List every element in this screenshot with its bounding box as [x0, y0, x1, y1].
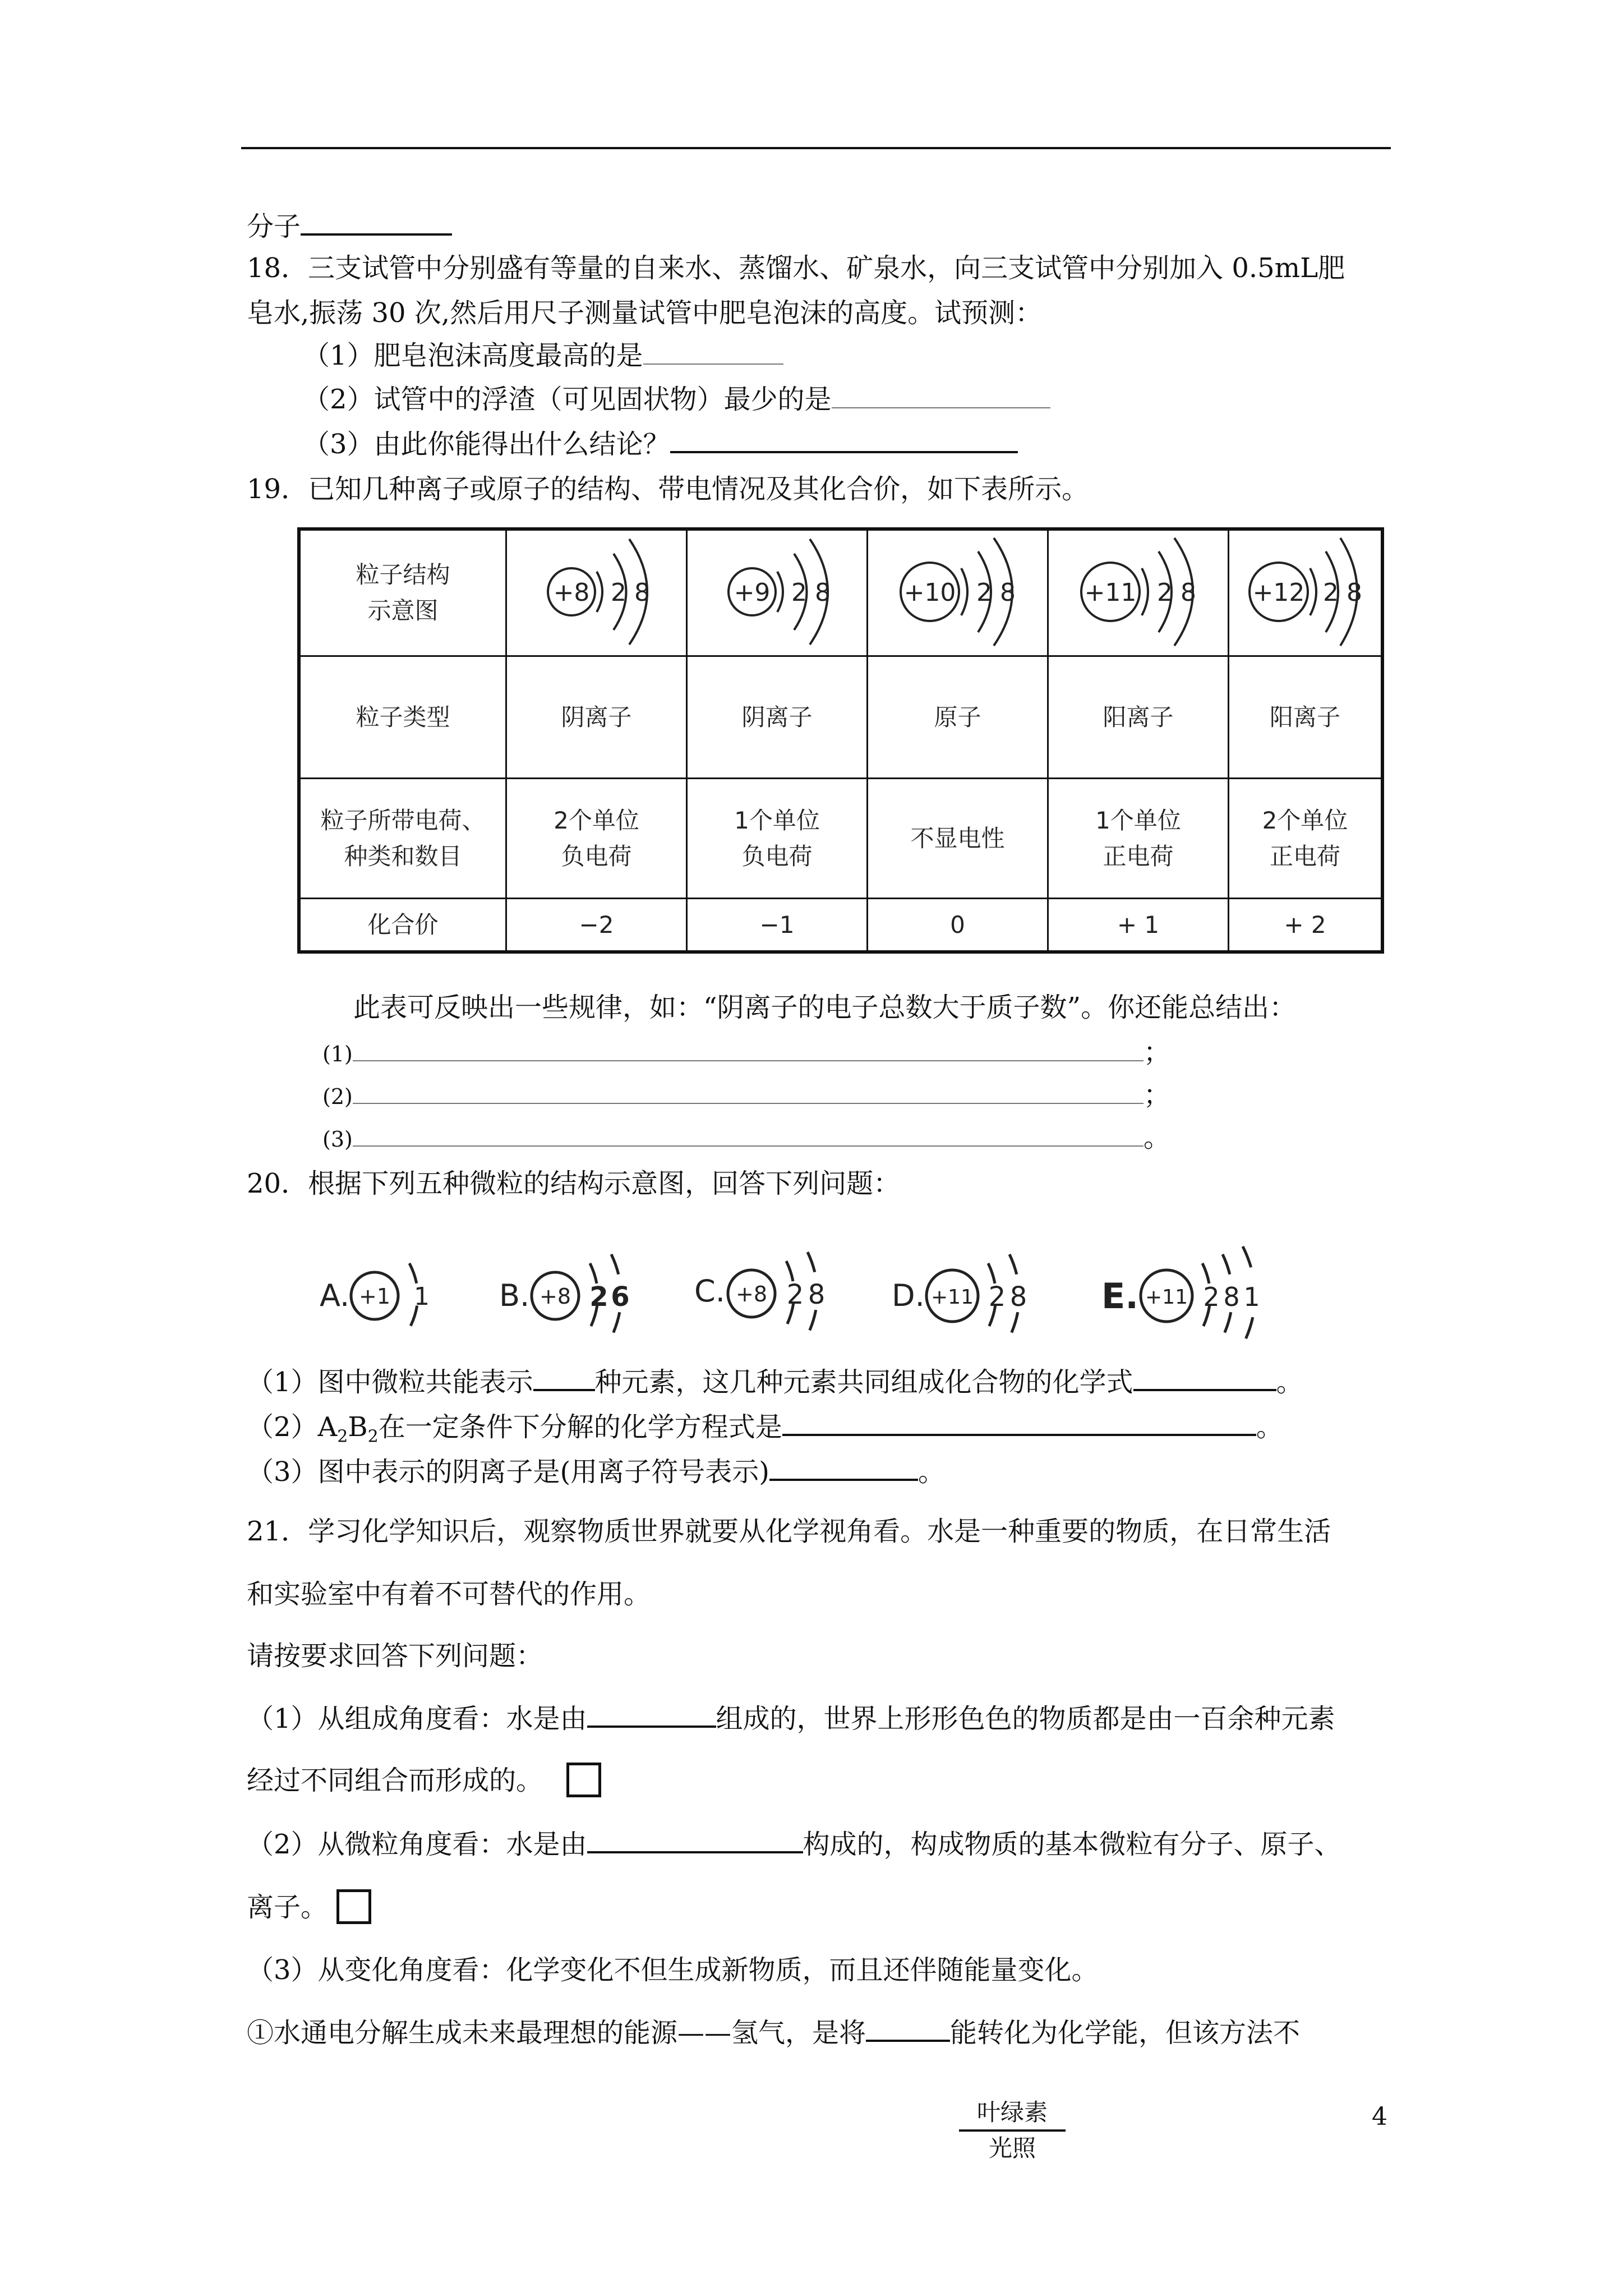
electron-count: 8 [1223, 1282, 1240, 1312]
structure-cell-5 [1229, 531, 1381, 655]
nucleus-label: +8 [735, 1282, 768, 1306]
electron-count: 1 [1243, 1282, 1260, 1312]
charge-cell [688, 779, 868, 898]
electron-count: 2 [1203, 1282, 1220, 1312]
option-letter: E. [1101, 1276, 1138, 1317]
structure-a [320, 1263, 430, 1328]
table-row-structure [301, 531, 1381, 657]
valence-cell: −2 [507, 899, 688, 950]
structure-d [892, 1254, 1027, 1337]
row-header-type: 粒子类型 [301, 657, 507, 777]
answer-blank[interactable] [832, 383, 1050, 408]
nucleus-label: +11 [1084, 578, 1136, 607]
condition-top: 叶绿素 [959, 2096, 1066, 2132]
orbit-diagram [513, 531, 681, 655]
q18-sub1 [303, 339, 783, 372]
period: 。 [918, 1456, 946, 1488]
electron-count: 2 [786, 1279, 804, 1310]
shell-electrons: 2 8 [610, 578, 650, 607]
structure-c [694, 1252, 825, 1335]
condition-bottom: 光照 [988, 2134, 1036, 2162]
charge-text: 2个单位 负电荷 [554, 806, 639, 870]
checkbox[interactable] [336, 1889, 371, 1924]
q21-sub4 [247, 2015, 1300, 2050]
nucleus-label: +12 [1252, 578, 1305, 607]
answer-blank[interactable] [353, 1121, 1144, 1147]
semicolon: ； [1143, 1079, 1170, 1111]
option-letter: D. [892, 1278, 925, 1313]
nucleus-label: +8 [539, 1284, 571, 1309]
structure-cell-2 [688, 531, 868, 655]
row-header-structure [301, 531, 507, 655]
q21-sub1-text-a: （1）从组成角度看：水是由 [247, 1703, 587, 1734]
formula-sub: 2 [337, 1427, 348, 1447]
answer-blank[interactable] [533, 1364, 595, 1391]
structure-cell-4 [1049, 531, 1229, 655]
charge-text: 不显电性 [910, 824, 1005, 852]
q21-sub3: （3）从变化角度看：化学变化不但生成新物质，而且还伴随能量变化。 [247, 1954, 1099, 1986]
charge-cell [1049, 779, 1229, 898]
row-header-charge [301, 779, 507, 898]
option-letter: A. [320, 1278, 350, 1313]
particle-table [297, 527, 1384, 954]
orbit-diagram [1229, 531, 1381, 655]
type-cell: 阳离子 [1269, 703, 1340, 731]
orbit-diagram [693, 531, 861, 655]
electron-count: 8 [1009, 1281, 1027, 1313]
q19-label-2: (2) [322, 1084, 353, 1109]
valence-cell: + 2 [1284, 910, 1326, 938]
q19-note: 此表可反映出一些规律，如：“阴离子的电子总数大于质子数”。你还能总结出： [353, 992, 1297, 1023]
period: 。 [1256, 1411, 1283, 1443]
nucleus-label: +11 [1145, 1286, 1188, 1309]
formula-sub: 2 [367, 1427, 379, 1447]
header-rule [241, 147, 1391, 149]
formula-a2b2 [317, 1411, 379, 1447]
nucleus-label: +1 [358, 1284, 391, 1309]
q21-line1: 21．学习化学知识后，观察物质世界就要从化学视角看。水是一种重要的物质，在日常生活 [247, 1516, 1331, 1547]
q20-sub3 [247, 1454, 945, 1489]
q18-sub1-text: （1）肥皂泡沫高度最高的是 [303, 340, 643, 371]
q20-sub1-text-b: 种元素，这几种元素共同组成化合物的化学式 [594, 1366, 1133, 1398]
shell-arc [597, 572, 602, 612]
charge-text: 2个单位 正电荷 [1262, 806, 1348, 870]
q20-sub1-text-a: （1）图中微粒共能表示 [247, 1366, 533, 1398]
answer-blank[interactable] [769, 1454, 918, 1481]
answer-blank[interactable] [643, 339, 783, 365]
type-cell: 原子 [868, 657, 1049, 777]
q20-sub2-text-a: （2） [247, 1411, 318, 1443]
electron-count: 1 [414, 1282, 430, 1311]
charge-cell [1229, 779, 1381, 898]
period: 。 [1143, 1122, 1170, 1153]
q21-sub1 [247, 1701, 1335, 1736]
q21-line2: 和实验室中有着不可替代的作用。 [247, 1579, 651, 1610]
q21-sub4-text-a: ①水通电分解生成未来最理想的能源——氢气，是将 [247, 2017, 866, 2049]
checkbox[interactable] [566, 1763, 601, 1797]
answer-blank[interactable] [353, 1078, 1144, 1104]
semicolon: ； [1143, 1037, 1170, 1068]
shell-electrons: 2 8 [1156, 578, 1196, 607]
q19-answer-3 [322, 1121, 1170, 1156]
valence-cell: + 1 [1049, 899, 1229, 950]
shell-arc [777, 572, 783, 612]
q21-sub2-text-b: 构成的，构成物质的基本微粒有分子、原子、 [803, 1829, 1341, 1860]
formula-a: A [317, 1411, 338, 1443]
q18-sub2 [303, 383, 1050, 416]
page-number: 4 [1372, 2102, 1387, 2131]
q18-line2: 皂水,振荡 30 次,然后用尺子测量试管中肥皂泡沫的高度。试预测： [247, 297, 1043, 329]
answer-blank[interactable] [1133, 1364, 1276, 1391]
answer-blank[interactable] [587, 1826, 803, 1853]
shell-arc [1142, 568, 1148, 615]
q19-label-3: (3) [322, 1127, 353, 1152]
shell-electrons: 2 8 [1323, 578, 1362, 607]
answer-blank[interactable] [301, 209, 452, 236]
q21-sub1-cont: 经过不同组合而形成的。 [247, 1765, 543, 1796]
structure-b [499, 1254, 630, 1337]
electron-count: 8 [808, 1279, 826, 1310]
q20-sub2 [247, 1409, 1283, 1454]
q18-line1: 18．三支试管中分别盛有等量的自来水、蒸馏水、矿泉水，向三支试管中分别加入 0.5mL肥 [247, 252, 1345, 284]
answer-blank[interactable] [782, 1409, 1256, 1436]
nucleus-label: +11 [931, 1286, 974, 1309]
q19-answer-2 [322, 1078, 1170, 1114]
valence-cell: 0 [868, 899, 1049, 950]
charge-text: 1个单位 正电荷 [1095, 806, 1181, 870]
q21-sub2-cont: 离子。 [247, 1892, 328, 1923]
row-header-text: 粒子结构 示意图 [356, 561, 450, 624]
shell-arc [961, 568, 967, 615]
electron-count: 6 [611, 1281, 630, 1313]
row-header-valence: 化合价 [301, 899, 507, 950]
electron-count: 2 [589, 1281, 608, 1313]
charge-cell [868, 779, 1049, 898]
q20-stem: 20．根据下列五种微粒的结构示意图，回答下列问题： [247, 1168, 901, 1199]
q20-sub1 [247, 1364, 1303, 1399]
q18-sub2-text: （2）试管中的浮渣（可见固状物）最少的是 [303, 384, 832, 415]
nucleus-label: +8 [553, 578, 589, 607]
q18-sub3 [303, 426, 1018, 461]
q20-sub3-text: （3）图中表示的阴离子是(用离子符号表示) [247, 1456, 769, 1488]
charge-text: 1个单位 负电荷 [734, 806, 820, 870]
type-cell: 阴离子 [507, 657, 688, 777]
q21-sub2-text-a: （2）从微粒角度看：水是由 [247, 1829, 587, 1860]
shell-arc [1310, 568, 1316, 615]
q21-sub4-text-b: 能转化为化学能，但该方法不 [950, 2017, 1301, 2049]
answer-blank[interactable] [353, 1036, 1144, 1061]
q18-sub3-text: （3）由此你能得出什么结论？ [303, 429, 670, 460]
q17-text: 分子 [247, 211, 301, 242]
orbit-diagram [1054, 531, 1223, 655]
orbit-diagram [874, 531, 1042, 655]
structure-cell-1 [507, 531, 688, 655]
nucleus-label: +9 [734, 578, 770, 607]
charge-cell [507, 779, 688, 898]
structure-cell-3 [868, 531, 1049, 655]
period: 。 [1276, 1366, 1303, 1398]
answer-blank[interactable] [866, 2015, 950, 2042]
table-row-valence [301, 899, 1381, 950]
q21-line3: 请按要求回答下列问题： [247, 1640, 543, 1672]
type-cell: 阴离子 [688, 657, 868, 777]
q19-label-1: (1) [322, 1042, 353, 1066]
nucleus-label: +10 [903, 578, 956, 607]
option-letter: C. [694, 1273, 725, 1309]
q19-answer-1 [322, 1036, 1170, 1071]
shell-electrons: 2 8 [976, 578, 1016, 607]
q20-sub2-text-b: 在一定条件下分解的化学方程式是 [378, 1411, 782, 1443]
row-header-text: 粒子所带电荷、 种类和数目 [320, 806, 486, 870]
table-row-type [301, 657, 1381, 779]
table-row-charge [301, 779, 1381, 899]
electron-count: 2 [988, 1281, 1006, 1313]
q21-sub1-text-b: 组成的，世界上形形色色的物质都是由一百余种元素 [716, 1703, 1335, 1734]
answer-blank[interactable] [587, 1701, 716, 1728]
q21-sub2 [247, 1826, 1341, 1861]
valence-cell: −1 [688, 899, 868, 950]
option-letter: B. [499, 1278, 530, 1313]
q19-stem: 19．已知几种离子或原子的结构、带电情况及其化合价，如下表所示。 [247, 473, 1089, 505]
reaction-condition [959, 2096, 1066, 2165]
formula-b: B [348, 1411, 368, 1443]
structure-diagrams [314, 1234, 1301, 1358]
q17-tail [247, 209, 452, 243]
shell-electrons: 2 8 [791, 578, 831, 607]
type-cell: 阳离子 [1049, 657, 1229, 777]
answer-blank[interactable] [670, 426, 1018, 453]
structure-e [1101, 1246, 1260, 1345]
